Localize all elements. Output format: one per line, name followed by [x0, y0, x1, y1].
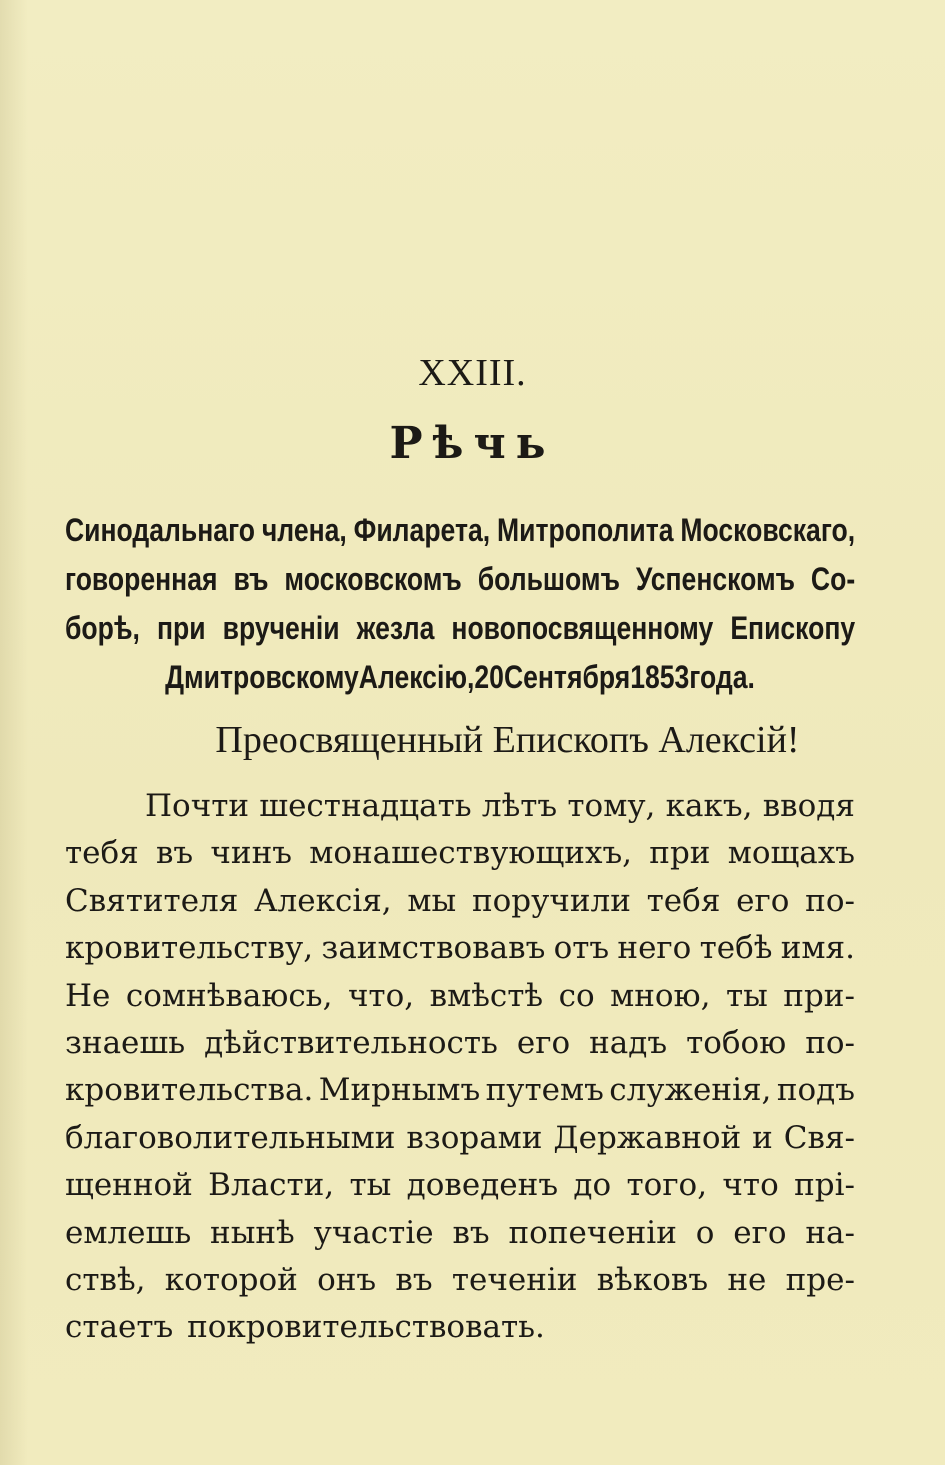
- text-line: [65, 1020, 855, 1067]
- word: Почти: [145, 788, 250, 824]
- word: которой: [164, 1261, 298, 1298]
- word: кровительства.: [65, 1072, 314, 1109]
- text-line: [65, 1304, 855, 1351]
- word: тебя: [65, 835, 139, 872]
- word: благоволительными: [65, 1119, 396, 1156]
- word: года.: [689, 659, 755, 695]
- word: Филарета,: [353, 512, 491, 548]
- word: тебѣ: [699, 930, 773, 967]
- word: 20: [474, 659, 504, 695]
- word: дѣйствительность: [204, 1024, 498, 1061]
- word: путемъ: [485, 1072, 604, 1109]
- word: лѣтъ: [481, 788, 558, 824]
- word: Епископу: [730, 610, 856, 646]
- word: Святителя: [65, 882, 239, 919]
- subtitle-line: [65, 506, 855, 555]
- subtitle-line: [65, 555, 855, 604]
- word: говоренная: [65, 561, 218, 597]
- word: ты: [725, 977, 768, 1014]
- word: участіе: [313, 1214, 434, 1251]
- word: ствѣ,: [65, 1261, 146, 1298]
- speech-subtitle: [65, 506, 855, 702]
- word: тому,: [567, 788, 656, 824]
- word: прі-: [794, 1167, 855, 1204]
- word: тебя: [646, 882, 721, 919]
- word: московскомъ: [284, 561, 462, 597]
- word: вмѣстѣ: [429, 977, 544, 1014]
- text-line: [65, 1067, 855, 1114]
- word: попеченіи: [508, 1214, 677, 1251]
- text-line: [65, 1115, 855, 1162]
- word: при-: [783, 977, 855, 1014]
- text-line: [65, 1210, 855, 1257]
- text-line: [65, 1162, 855, 1209]
- chapter-number: XXIII.: [418, 352, 527, 394]
- word: Власти,: [208, 1167, 335, 1204]
- word: Успенскомъ: [635, 561, 795, 597]
- word: того,: [626, 1167, 708, 1204]
- word: доведенъ: [406, 1167, 559, 1204]
- word: шестнадцать: [259, 788, 472, 824]
- word: Со-: [810, 561, 856, 597]
- word: кровительству,: [65, 930, 314, 967]
- word: ты: [349, 1167, 392, 1204]
- word: щенной: [65, 1167, 193, 1204]
- word: и: [752, 1119, 773, 1156]
- word: мы: [407, 882, 457, 919]
- word: при: [156, 610, 206, 646]
- word: Мирнымъ: [318, 1072, 481, 1109]
- word: большомъ: [477, 561, 620, 597]
- word: 1853: [630, 659, 690, 695]
- word: Державной: [553, 1119, 742, 1156]
- text-line: [65, 1257, 855, 1304]
- word: Не: [65, 977, 111, 1014]
- text-line: [65, 973, 855, 1020]
- word: Свя-: [783, 1119, 855, 1156]
- word: его: [736, 882, 790, 919]
- word: сомнѣваюсь,: [125, 977, 333, 1014]
- word: члена,: [261, 512, 347, 548]
- word: отъ: [553, 930, 610, 967]
- word: до: [573, 1167, 612, 1204]
- word: что,: [347, 977, 415, 1014]
- word: пре-: [785, 1261, 855, 1298]
- word: онъ: [317, 1261, 377, 1298]
- word: Московскаго,: [680, 512, 856, 548]
- word: знаешь: [65, 1024, 186, 1061]
- section-heading: Рѣчь: [389, 418, 556, 469]
- word: подъ: [776, 1072, 855, 1109]
- word: заимствовавъ: [321, 930, 546, 967]
- body-paragraph: [65, 783, 855, 1352]
- word: о: [695, 1214, 715, 1251]
- word: емлешь: [65, 1214, 192, 1251]
- word: него: [617, 930, 692, 967]
- word: его: [733, 1214, 787, 1251]
- word: поручили: [471, 882, 631, 919]
- word: тобою: [686, 1024, 787, 1061]
- word: надъ: [589, 1024, 668, 1061]
- word: жезла: [356, 610, 435, 646]
- word: вводя: [762, 788, 855, 824]
- word: покровительствовать.: [187, 1309, 545, 1346]
- word: какъ,: [665, 788, 753, 824]
- text-line: [65, 925, 855, 972]
- word: служенія,: [609, 1072, 772, 1109]
- word: въ: [155, 835, 194, 872]
- word: взорами: [406, 1119, 543, 1156]
- word: Алексію,: [358, 659, 475, 695]
- word: врученіи: [222, 610, 340, 646]
- word: Дмитровскому: [165, 659, 359, 695]
- word: Синодальнаго: [65, 512, 256, 548]
- word: Алексія,: [254, 882, 392, 919]
- word: при: [649, 835, 711, 872]
- word: не: [727, 1261, 767, 1298]
- text-line: [65, 830, 855, 877]
- subtitle-line: [65, 653, 855, 702]
- word: монашествующихъ,: [309, 835, 633, 872]
- word: мощахъ: [727, 835, 855, 872]
- word: Сентября: [503, 659, 631, 695]
- word: мною,: [610, 977, 711, 1014]
- text-line: [65, 878, 855, 925]
- word: нынѣ: [210, 1214, 295, 1251]
- text-line: [65, 783, 855, 830]
- word: въ: [233, 561, 269, 597]
- subtitle-line: [65, 604, 855, 653]
- word: Митрополита: [497, 512, 674, 548]
- word: что: [722, 1167, 779, 1204]
- word: по-: [805, 1024, 855, 1061]
- word: его: [516, 1024, 571, 1061]
- word: на-: [805, 1214, 855, 1251]
- word: со: [558, 977, 595, 1014]
- word: по-: [805, 882, 855, 919]
- word: въ: [395, 1261, 433, 1298]
- salutation: Преосвященный Епископъ Алексій!: [215, 719, 800, 761]
- word: имя.: [780, 930, 855, 967]
- word: теченіи: [451, 1261, 578, 1298]
- word: новопосвященному: [451, 610, 714, 646]
- word: вѣковъ: [596, 1261, 709, 1298]
- word: въ: [452, 1214, 490, 1251]
- word: стаетъ: [65, 1309, 174, 1346]
- word: чинъ: [210, 835, 292, 872]
- word: борѣ,: [65, 610, 140, 646]
